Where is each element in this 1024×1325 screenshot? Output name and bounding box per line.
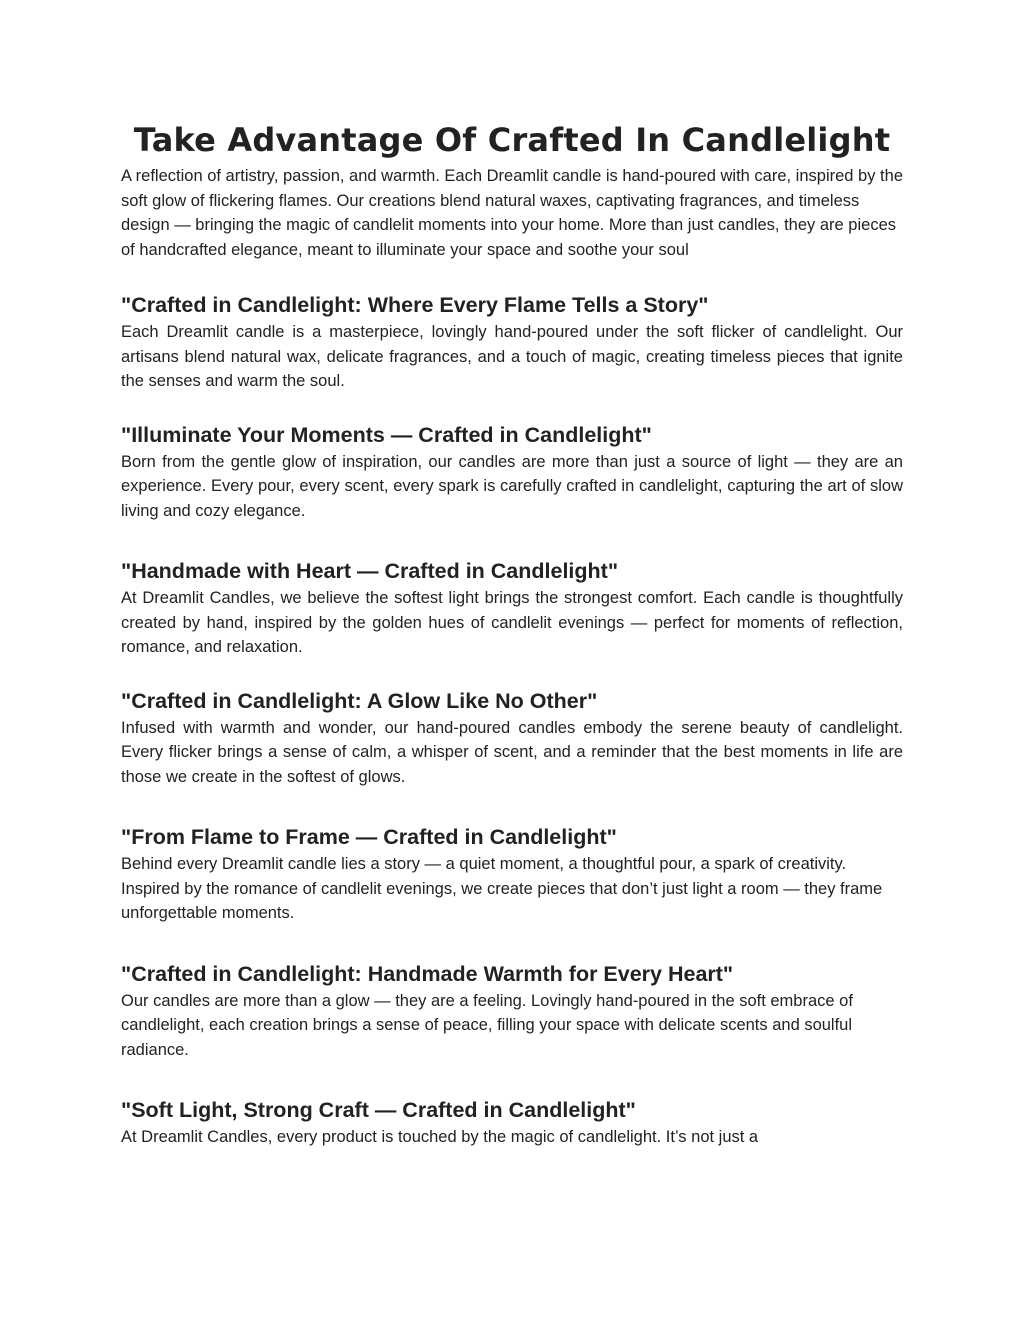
section-7 (121, 1095, 903, 1150)
section-3 (121, 556, 903, 660)
section-4 (121, 686, 903, 790)
section-2 (121, 420, 903, 524)
section-heading: "Crafted in Candlelight: Where Every Flame Tells a Story" (121, 293, 709, 317)
section-body: Born from the gentle glow of inspiration, our candles are more than just a source of light — they are an experience. Every pour, every scent, every spark is carefully crafted in candlelight, capturing the art of slow living and cozy elegance. (121, 452, 903, 520)
section-1 (121, 290, 903, 394)
document-page (121, 117, 903, 1150)
section-heading: "Crafted in Candlelight: Handmade Warmth for Every Heart" (121, 961, 734, 986)
section-heading: "From Flame to Frame — Crafted in Candlelight" (121, 825, 617, 849)
section-heading: "Crafted in Candlelight: A Glow Like No Other" (121, 688, 598, 713)
section-body: Each Dreamlit candle is a masterpiece, lovingly hand-poured under the soft flicker of candlelight. Our artisans blend natural wax, delicate fragrances, and a touch of magic, creating timeless pieces that ignite the senses and warm the soul. (121, 323, 903, 390)
intro-paragraph: A reflection of artistry, passion, and warmth. Each Dreamlit candle is hand-poured with care, inspired by the soft glow of flickering flames. Our creations blend natural waxes, captivating fragrances, and timeless design — bringing the magic of candlelit moments into your home. More than just candles, they are pieces of handcrafted elegance, meant to illuminate your space and soothe your soul (121, 167, 903, 259)
section-heading: "Handmade with Heart — Crafted in Candlelight" (121, 559, 619, 583)
section-body: At Dreamlit Candles, every product is touched by the magic of candlelight. It’s not just a (121, 1128, 759, 1146)
section-6 (121, 959, 903, 1063)
section-body: At Dreamlit Candles, we believe the softest light brings the strongest comfort. Each candle is thoughtfully created by hand, inspired by the golden hues of candlelit evenings — perfect for moments of reflection, romance, and relaxation. (121, 589, 903, 656)
section-5 (121, 822, 903, 926)
section-body: Infused with warmth and wonder, our hand-poured candles embody the serene beauty of candlelight. Every flicker brings a sense of calm, a whisper of scent, and a reminder that the best moments in life are those we create in the softest of glows. (121, 718, 903, 786)
document-title: Take Advantage Of Crafted In Candlelight (133, 121, 891, 159)
section-body: Our candles are more than a glow — they are a feeling. Lovingly hand-poured in the soft embrace of candlelight, each creation brings a sense of peace, filling your space with delicate scents and soulful radiance. (121, 991, 853, 1059)
section-heading: "Soft Light, Strong Craft — Crafted in Candlelight" (121, 1098, 636, 1122)
section-body: Behind every Dreamlit candle lies a story — a quiet moment, a thoughtful pour, a spark of creativity. Inspired by the romance of candlelit evenings, we create pieces that don’t just light a room — they frame unforgettable moments. (121, 855, 883, 922)
section-heading: "Illuminate Your Moments — Crafted in Candlelight" (121, 422, 652, 447)
